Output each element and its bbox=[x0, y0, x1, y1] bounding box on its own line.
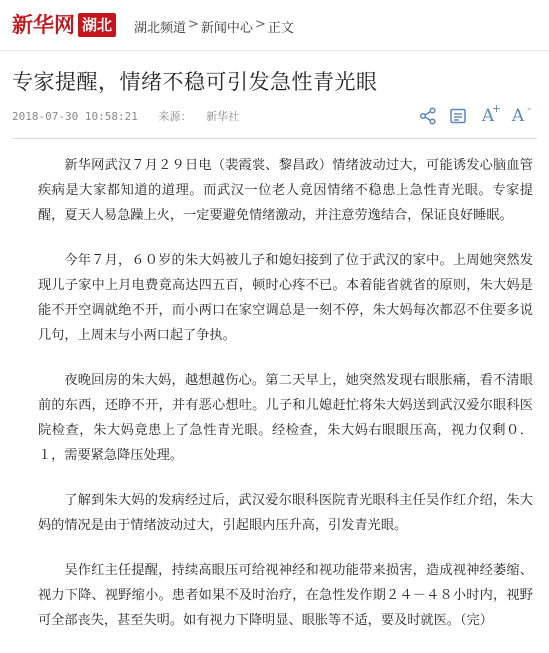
breadcrumb-current: 正文 bbox=[267, 21, 294, 36]
breadcrumb-channel[interactable]: 湖北频道 bbox=[134, 21, 187, 36]
site-logo[interactable] bbox=[12, 12, 116, 38]
article-tools bbox=[413, 101, 533, 128]
font-smaller-button[interactable] bbox=[503, 101, 533, 128]
breadcrumb-separator: > bbox=[254, 17, 266, 32]
article-paragraph: 今年７月，６０岁的朱大妈被儿子和媳妇接到了位于武汉的家中。上周她突然发现儿子家中上月电费竟高达四五百，顿时心疼不已。本着能省就省的原则，朱大妈是能不开空调就绝不开，而小两口在家空调总是一刻不停，朱大妈每次都忍不住要多说几句，上周末与小两口起了争执。 bbox=[38, 253, 533, 343]
top-bar bbox=[0, 0, 549, 51]
article-paragraph: 新华网武汉７月２９日电（裴霞裳、黎昌政）情绪波动过大，可能诱发心脑血管疾病是大家都知道的道理。而武汉一位老人竟因情绪不稳患上急性青光眼。专家提醒，夏天人易急躁上火，一定要避免情绪激动，并注意劳逸结合，保证良好睡眠。 bbox=[38, 158, 533, 223]
article-paragraph: 吴作红主任提醒，持续高眼压可给视神经和视功能带来损害，造成视神经萎缩、视力下降、视野缩小。患者如果不及时治疗，在急性发作期２４－４８小时内，视野可全部丧失，甚至失明。如有视力下降明显、眼胀等不适，要及时就医。（完） bbox=[38, 563, 533, 628]
article-meta bbox=[12, 108, 239, 124]
source-label: 来源： bbox=[158, 110, 192, 123]
article-title: 专家提醒，情绪不稳可引发急性青光眼 bbox=[12, 70, 378, 94]
font-larger-icon: A + bbox=[481, 101, 502, 126]
share-icon bbox=[419, 107, 437, 125]
logo-text: 新华网 bbox=[12, 12, 75, 37]
publish-datetime: 2018-07-30 10:58:21 bbox=[12, 110, 138, 123]
breadcrumb-news-center[interactable]: 新闻中心 bbox=[200, 21, 253, 36]
logo-region-badge: 湖北 bbox=[78, 13, 116, 37]
share-button[interactable] bbox=[413, 104, 443, 128]
article-body bbox=[38, 153, 533, 653]
favorite-icon bbox=[449, 107, 467, 125]
breadcrumb bbox=[134, 17, 294, 36]
breadcrumb-separator: > bbox=[188, 17, 199, 32]
font-larger-button[interactable] bbox=[473, 101, 503, 128]
title-divider bbox=[12, 138, 537, 139]
source-name: 新华社 bbox=[206, 110, 240, 123]
article-paragraph: 夜晚回房的朱大妈，越想越伤心。第二天早上，她突然发现右眼胀痛，看不清眼前的东西，还睁不开，并有恶心想吐。儿子和儿媳赶忙将朱大妈送到武汉爱尔眼科医院检查，朱大妈竟患上了急性青光眼。经检查，朱大妈右眼眼压高，视力仅剩０．１，需要紧急降压处理。 bbox=[38, 373, 533, 463]
font-smaller-icon: A - bbox=[511, 101, 532, 126]
favorite-button[interactable] bbox=[443, 104, 473, 128]
article-paragraph: 了解到朱大妈的发病经过后，武汉爱尔眼科医院青光眼科主任吴作红介绍，朱大妈的情况是由于情绪波动过大，引起眼内压升高，引发青光眼。 bbox=[38, 493, 533, 533]
